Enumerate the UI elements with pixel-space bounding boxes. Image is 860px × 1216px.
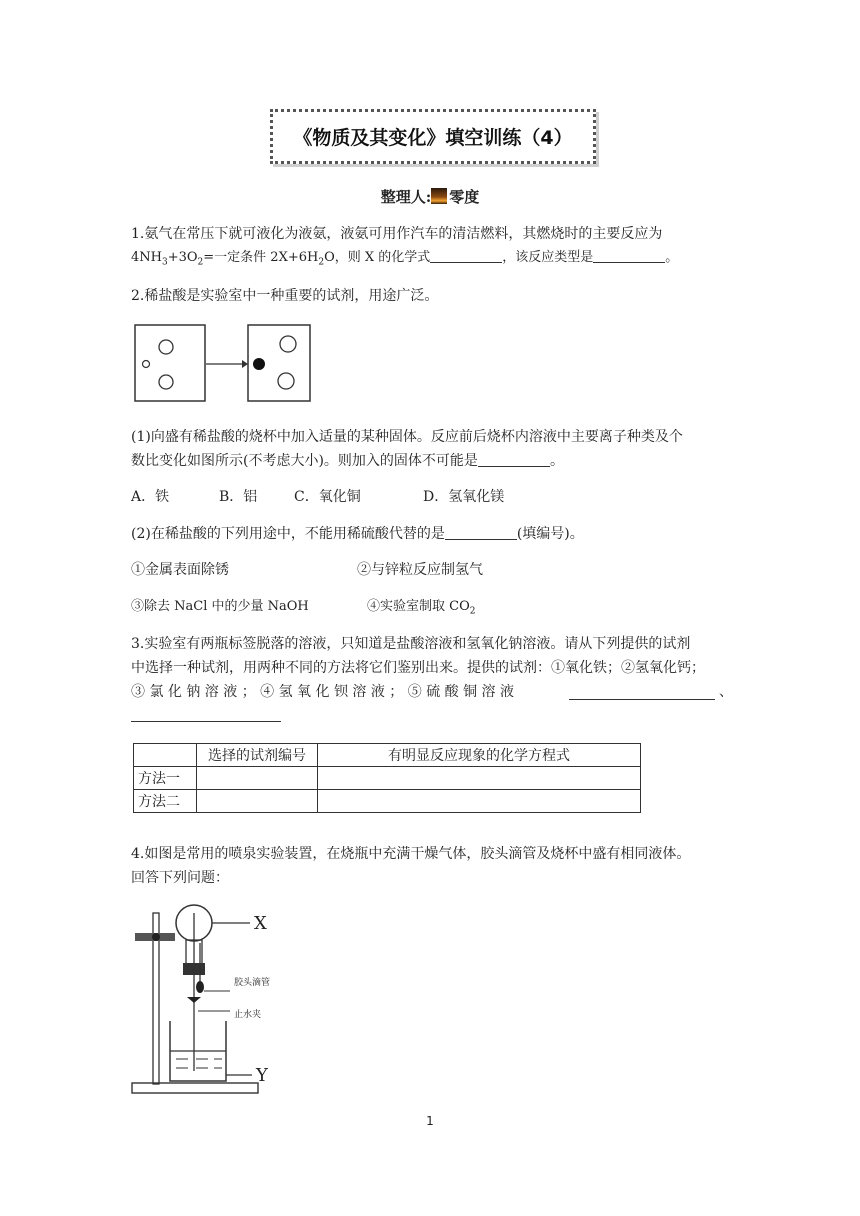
use-item-1: ①金属表面除锈: [131, 562, 229, 578]
option-a: A．铁: [131, 489, 170, 505]
option-c: C．氧化铜: [294, 489, 361, 505]
reagent-cell[interactable]: [197, 790, 318, 813]
label-y: Y: [256, 1065, 268, 1086]
label-x: X: [254, 913, 267, 934]
author-name: 零度: [449, 188, 480, 206]
q3-line3: ③ 氯 化 钠 溶 液 ； ④ 氢 氧 化 钡 溶 液 ； ⑤ 硫 酸 铜 溶 液 、: [131, 684, 733, 700]
q2-p1-line1: (1)向盛有稀盐酸的烧杯中加入适量的某种固体。反应前后烧杯内溶液中主要离子种类及个: [131, 429, 683, 445]
page-title: 《物质及其变化》填空训练（4）: [293, 127, 573, 149]
table-header-cell: [134, 744, 197, 767]
pinch-clamp-icon: [187, 997, 201, 1003]
ion-circle-filled: [253, 358, 265, 370]
use-item-3: ③除去 NaCl 中的少量 NaOH: [131, 599, 309, 614]
q3-method1-blank[interactable]: [569, 684, 715, 700]
table-header-cell: 选择的试剂编号: [197, 744, 318, 767]
q2-p2-blank[interactable]: [445, 524, 517, 540]
q3-line1: 3.实验室有两瓶标签脱落的溶液，只知道是盐酸溶液和氢氧化钠溶液。请从下列提供的试剂: [131, 636, 691, 652]
stand-base: [132, 1083, 258, 1093]
q3-line4: [131, 704, 731, 728]
q3-method2-blank[interactable]: [131, 706, 281, 722]
title-box: [270, 109, 596, 164]
page-number: 1: [426, 1114, 434, 1128]
row-label: 方法一: [134, 767, 197, 790]
option-b: B．铝: [219, 489, 258, 505]
q2-p2: (2)在稀盐酸的下列用途中，不能用稀硫酸代替的是 (填编号)。: [131, 526, 584, 542]
avatar: [431, 188, 447, 204]
label-dropper: 胶头滴管: [234, 978, 271, 988]
table-row: [134, 767, 641, 790]
equation-cell[interactable]: [318, 767, 641, 790]
method-table: [133, 743, 641, 813]
q4-line1: 4.如图是常用的喷泉实验装置，在烧瓶中充满干燥气体，胶头滴管及烧杯中盛有相同液体。: [131, 846, 691, 862]
table-row: [134, 790, 641, 813]
q1-line2: $4NH_3+3O_2=$一定条件 $2X+6H_2O$，则 X 的化学式 ，该反应类型是 。: [131, 246, 731, 275]
ion-circle: [159, 375, 173, 389]
ion-circle: [280, 336, 296, 352]
reagent-cell[interactable]: [197, 767, 318, 790]
q1-line1: 1.氨气在常压下就可液化为液氨，液氨可用作汽车的清洁燃料，其燃烧时的主要反应为: [131, 226, 663, 242]
q1-reaction-type-blank[interactable]: [593, 247, 665, 263]
q3-line2: 中选择一种试剂，用两种不同的方法将它们鉴别出来。提供的试剂：①氧化铁；②氢氧化钙；: [131, 660, 705, 676]
q2-p1-line2: 数比变化如图所示(不考虑大小)。则加入的固体不可能是 。: [131, 453, 564, 469]
author-line: [0, 186, 860, 207]
author-label: 整理人:: [380, 188, 432, 206]
q2-p1-blank[interactable]: [478, 451, 550, 467]
option-d: D．氢氧化镁: [423, 489, 505, 505]
equation-cell[interactable]: [318, 790, 641, 813]
q2-intro: 2.稀盐酸是实验室中一种重要的试剂，用途广泛。: [131, 288, 439, 304]
label-clamp: 止水夹: [234, 1010, 262, 1020]
table-header-row: [134, 744, 641, 767]
clamp-screw-icon: [152, 933, 160, 941]
ion-circle: [159, 340, 173, 354]
q1-formula-blank[interactable]: [430, 247, 502, 263]
table-header-cell: 有明显反应现象的化学方程式: [318, 744, 641, 767]
use-item-4: ④实验室制取 $CO_2$: [367, 599, 476, 617]
ion-circle-small: [143, 361, 150, 368]
before-box: [135, 325, 205, 401]
use-item-2: ②与锌粒反应制氢气: [357, 562, 483, 578]
row-label: 方法二: [134, 790, 197, 813]
fountain-apparatus-diagram: [130, 903, 290, 1099]
arrowhead-icon: [242, 360, 248, 368]
ion-circle: [278, 373, 294, 389]
q4-line2: 回答下列问题：: [131, 870, 229, 886]
ion-change-diagram: [134, 324, 314, 404]
dropper-bulb: [196, 981, 204, 993]
